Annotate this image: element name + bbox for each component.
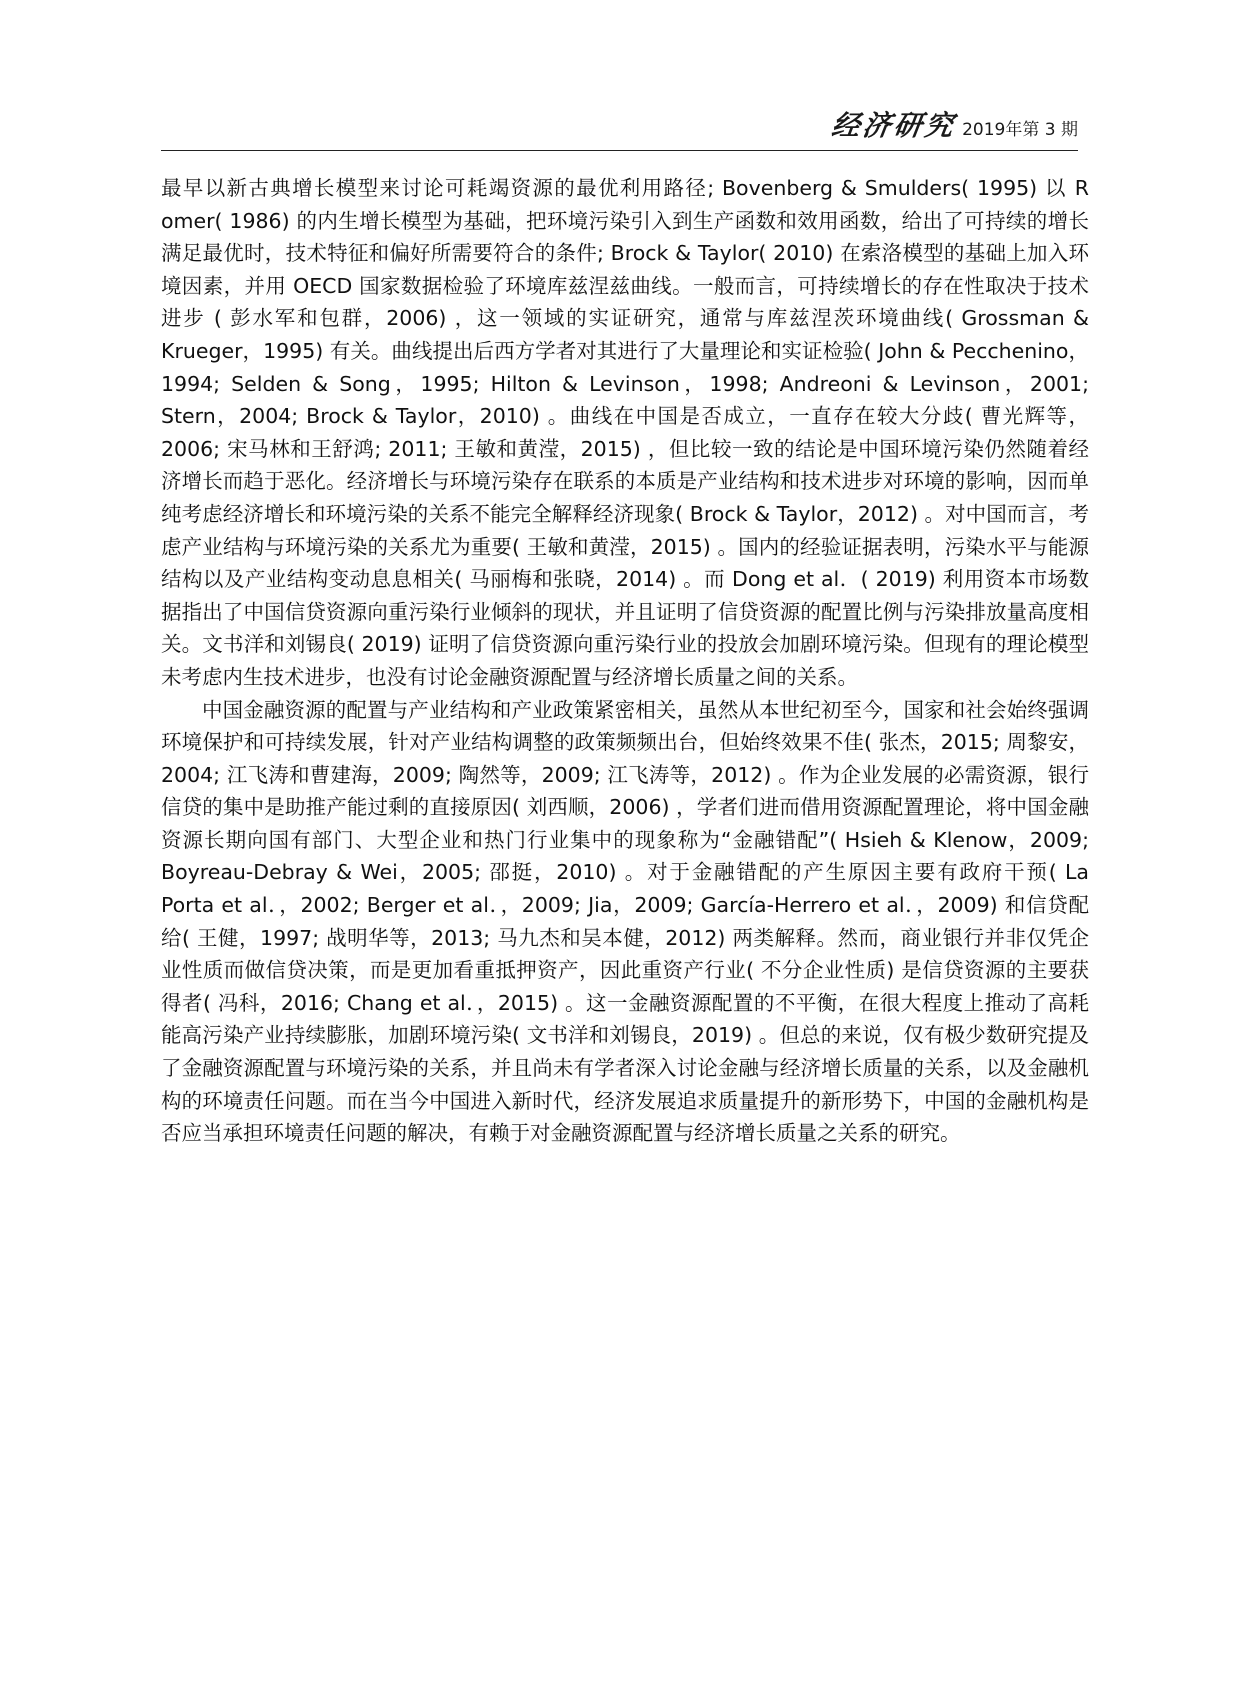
paragraph-1: 最早以新古典增长模型来讨论可耗竭资源的最优利用路径; Bovenberg & Smulders( 1995) 以 R omer( 1986) 的内生增长模型为基础，把环境污染引入到生产函数和效用函数，给出了可持续的增长满足最优时，技术特征和偏好所需要符合的条件; Brock & Taylor( 2010) 在索洛模型的基础上加入环境因素，并用 OECD 国家数据检验了环境库兹涅兹曲线。一般而言，可持续增长的存在性取决于技术进步 ( 彭水军和包群，2006) ，这一领域的实证研究，通常与库兹涅茨环境曲线( Grossman & Krueger，1995) 有关。曲线提出后西方学者对其进行了大量理论和实证检验( John & Pecchenino，1994; Selden & Song，1995; Hilton & Levinson，1998; Andreoni & Levinson，2001; Stern，2004; Brock & Taylor，2010) 。曲线在中国是否成立，一直存在较大分歧( 曹光辉等，2006; 宋马林和王舒鸿; 2011; 王敏和黄滢，2015) ，但比较一致的结论是中国环境污染仍然随着经济增长而趋于恶化。经济增长与环境污染存在联系的本质是产业结构和技术进步对环境的影响，因而单纯考虑经济增长和环境污染的关系不能完全解释经济现象( Brock & Taylor，2012) 。对中国而言，考虑产业结构与环境污染的关系尤为重要( 王敏和黄滢，2015) 。国内的经验证据表明，污染水平与能源结构以及产业结构变动息息相关( 马丽梅和张晓，2014) 。而 Dong et al．( 2019) 利用资本市场数据指出了中国信贷资源向重污染行业倾斜的现状，并且证明了信贷资源的配置比例与污染排放量高度相关。文书洋和刘锡良( 2019) 证明了信贷资源向重污染行业的投放会加剧环境污染。但现有的理论模型未考虑内生技术进步，也没有讨论金融资源配置与经济增长质量之间的关系。 bbox=[161, 176, 1089, 689]
paragraph-2: 中国金融资源的配置与产业结构和产业政策紧密相关，虽然从本世纪初至今，国家和社会始终强调环境保护和可持续发展，针对产业结构调整的政策频频出台，但始终效果不佳( 张杰，2015; 周黎安，2004; 江飞涛和曹建海，2009; 陶然等，2009; 江飞涛等，2012) 。作为企业发展的必需资源，银行信贷的集中是助推产能过剩的直接原因( 刘西顺，2006) ，学者们进而借用资源配置理论，将中国金融资源长期向国有部门、大型企业和热门行业集中的现象称为“金融错配”( Hsieh & Klenow，2009; Boyreau-Debray & Wei，2005; 邵挺，2010) 。对于金融错配的产生原因主要有政府干预( La Porta et al．，2002; Berger et al．，2009; Jia，2009; García-Herrero et al．，2009) 和信贷配给( 王健，1997; 战明华等，2013; 马九杰和吴本健，2012) 两类解释。然而，商业银行并非仅凭企业性质而做信贷决策，而是更加看重抵押资产，因此重资产行业( 不分企业性质) 是信贷资源的主要获得者( 冯科，2016; Chang et al．，2015) 。这一金融资源配置的不平衡，在很大程度上推动了高耗能高污染产业持续膨胀，加剧环境污染( 文书洋和刘锡良，2019) 。但总的来说，仅有极少数研究提及了金融资源配置与环境污染的关系，并且尚未有学者深入讨论金融与经济增长质量的关系，以及金融机构的环境责任问题。而在当今中国进入新时代，经济发展追求质量提升的新形势下，中国的金融机构是否应当承担环境责任问题的解决，有赖于对金融资源配置与经济增长质量之关系的研究。 bbox=[161, 697, 1089, 1146]
issue-number: 2019年第 3 期 bbox=[962, 120, 1078, 140]
journal-info bbox=[829, 104, 1078, 144]
article-body bbox=[161, 172, 1089, 1150]
journal-name: 经济研究 bbox=[829, 109, 959, 142]
running-header bbox=[161, 108, 1078, 151]
